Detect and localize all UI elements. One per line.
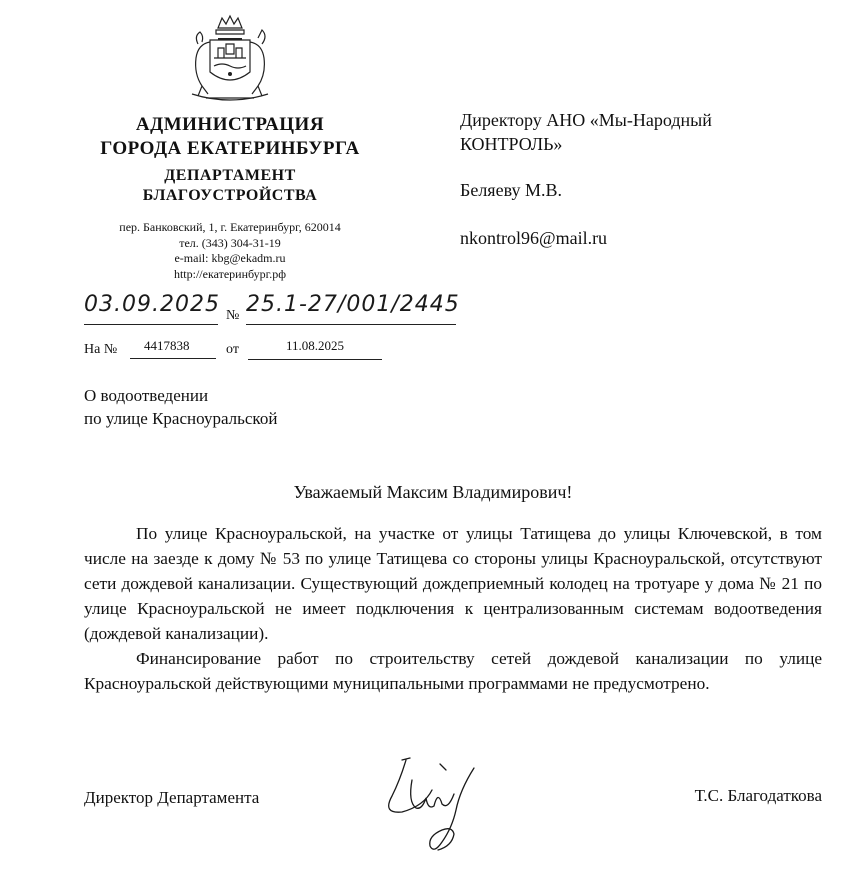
- letter-body: [84, 521, 822, 696]
- address-text: пер. Банковский, 1, г. Екатеринбург, 620014: [119, 220, 341, 234]
- coat-of-arms-icon: [188, 14, 272, 104]
- number-label: №: [226, 308, 240, 323]
- handwritten-signature-icon: [372, 750, 492, 862]
- dept-line-1: ДЕПАРТАМЕНТ: [164, 167, 296, 184]
- greeting: Уважаемый Максим Владимирович!: [293, 482, 573, 502]
- department-name: [70, 166, 390, 206]
- ref-label: На №: [84, 342, 118, 357]
- recipient-email: nkontrol96@mail.ru: [460, 228, 608, 248]
- org-line-2: ГОРОДА ЕКАТЕРИНБУРГА: [100, 138, 360, 159]
- registration-number: 25.1-27/001/2445: [246, 292, 456, 325]
- website-text: http://екатеринбург.рф: [173, 266, 287, 281]
- recipient-line-1: Директору АНО «Мы-Народный: [460, 110, 712, 130]
- registration-date: 03.09.2025: [84, 292, 218, 325]
- email-text: e-mail: kbg@ekadm.ru: [174, 251, 286, 265]
- contact-block: [90, 220, 370, 282]
- signatory-position: Директор Департамента: [84, 788, 260, 807]
- phone-text: тел. (343) 304-31-19: [179, 235, 281, 250]
- signatory-name: Т.С. Благодаткова: [694, 786, 822, 805]
- org-line-1: АДМИНИСТРАЦИЯ: [135, 114, 325, 135]
- subject-line-2: по улице Красноуральской: [84, 409, 278, 428]
- organization-name: [70, 113, 390, 161]
- recipient-line-2: КОНТРОЛЬ»: [460, 134, 563, 154]
- letter-subject: [84, 384, 277, 430]
- recipient-name: Беляеву М.В.: [460, 180, 562, 200]
- from-label: от: [226, 342, 239, 357]
- reference-date: 11.08.2025: [248, 338, 382, 360]
- body-paragraph-2: Финансирование работ по строительству сетей дождевой канализации по улице Красноуральской действующими муниципальными программами не предусмотрено.: [84, 649, 822, 693]
- reference-number: 4417838: [130, 338, 216, 359]
- subject-line-1: О водоотведении: [84, 386, 209, 405]
- body-paragraph-1: По улице Красноуральской, на участке от улицы Татищева до улицы Ключевской, в том числе на заезде к дому № 53 по улице Татищева со стороны улицы Красноуральской, отсутствуют сети дождевой канализации. Существующий дождеприемный колодец на тротуаре у дома № 21 по улице Красноуральской не имеет подключения к централизованным системам водоотведения (дождевой канализации).: [84, 524, 822, 643]
- recipient-block: [460, 108, 712, 250]
- dept-line-2: БЛАГОУСТРОЙСТВА: [142, 187, 318, 204]
